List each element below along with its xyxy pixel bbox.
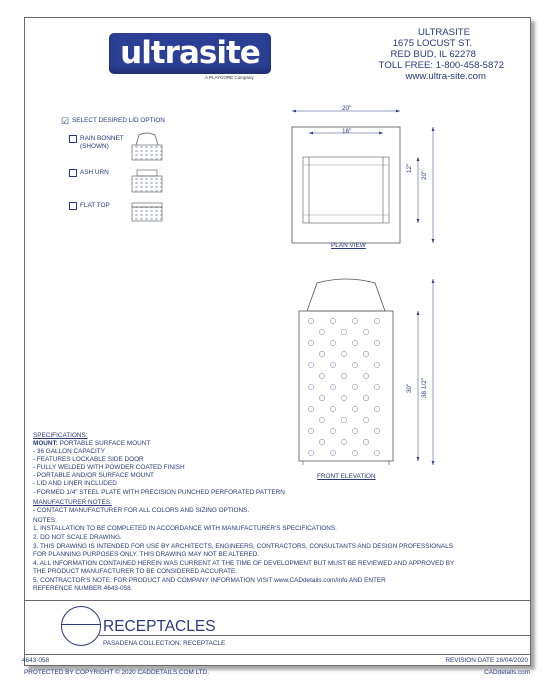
perforation-hole (363, 351, 368, 356)
front-elevation-drawing (287, 273, 447, 473)
spec-item: - PORTABLE AND/OR SURFACE MOUNT (33, 472, 154, 479)
mfr-item: - CONTACT MANUFACTURER FOR ALL COLORS AND SIZING OPTIONS. (33, 507, 250, 514)
front-dim-body: 30" (406, 383, 413, 393)
ultrasite-logo (109, 33, 271, 74)
perforation-hole (308, 406, 313, 411)
flat-top-label: FLAT TOP (80, 202, 110, 209)
rain-bonnet-note: (SHOWN) (80, 143, 109, 150)
perforation-hole (341, 395, 346, 400)
perforation-hole (374, 318, 379, 323)
perforation-hole (374, 362, 379, 367)
checked-checkbox-icon[interactable]: ☑ (61, 116, 70, 126)
perforation-hole (352, 340, 357, 345)
plan-view-label: PLAN VIEW (331, 242, 366, 249)
lid-thumbnails (129, 125, 165, 223)
reference-number: 4643-058 (22, 657, 50, 664)
note-line: 1. INSTALLATION TO BE COMPLETED IN ACCORDANCE WITH MANUFACTURER'S SPECIFICATIONS. (33, 525, 337, 532)
perforation-hole (330, 428, 335, 433)
perforation-hole (319, 351, 324, 356)
company-name: ULTRASITE (417, 27, 470, 38)
plan-dim-depth: 20" (421, 170, 428, 180)
perforation-hole (330, 450, 335, 455)
perforation-hole (374, 450, 379, 455)
plan-dim-depth-inner: 12" (406, 163, 413, 173)
note-line: THE PRODUCT MANUFACTURER TO BE CONSIDERED ACCURATE. (33, 568, 238, 575)
perforation-hole (363, 329, 368, 334)
flat-top-checkbox[interactable] (69, 202, 77, 210)
mount-value: PORTABLE SURFACE MOUNT (57, 440, 151, 447)
perforation-hole (319, 373, 324, 378)
perforation-hole (363, 395, 368, 400)
perforation-hole (341, 351, 346, 356)
ash-urn-checkbox[interactable] (69, 169, 77, 177)
note-line: 4. ALL INFORMATION CONTAINED HEREIN WAS CURRENT AT THE TIME OF DEVELOPMENT BUT MUST BE REVIEWED AND APPROVED BY (33, 560, 455, 567)
perforation-hole (308, 384, 313, 389)
caddetails-link[interactable]: CADdetails.com (484, 669, 530, 676)
logo-wordmark: ultrasite (120, 35, 260, 71)
perforation-hole (319, 417, 324, 422)
company-website[interactable]: www.ultra-site.com (405, 71, 486, 82)
drawing-subtitle: PASADENA COLLECTION: RECEPTACLE (103, 640, 226, 647)
perforation-hole (319, 439, 324, 444)
perforation-hole (352, 362, 357, 367)
plan-dim-overall: 20" (342, 105, 352, 112)
perforation-hole (308, 450, 313, 455)
specs-mount (33, 440, 150, 448)
spec-item: - FULLY WELDED WITH POWDER COATED FINISH (33, 464, 185, 471)
ash-urn-thumbnail (132, 170, 162, 192)
detail-circle (61, 606, 101, 646)
flat-top-thumbnail (132, 203, 162, 221)
perforation-hole (330, 384, 335, 389)
perforation-hole (308, 340, 313, 345)
front-dim-total: 38 1/2" (421, 377, 428, 398)
perforation-hole (374, 340, 379, 345)
perforation-hole (352, 428, 357, 433)
plan-view-drawing (287, 105, 447, 263)
perforation-hole (341, 439, 346, 444)
perforation-hole (363, 373, 368, 378)
perforation-hole (330, 362, 335, 367)
detail-circle-divider (61, 624, 101, 625)
perforation-hole (352, 384, 357, 389)
perforation-hole (341, 373, 346, 378)
company-block (344, 28, 504, 98)
perforation-hole (330, 318, 335, 323)
mfr-heading: MANUFACTURER NOTES: (33, 499, 112, 506)
front-elevation-label: FRONT ELEVATION (317, 473, 376, 480)
note-line: 3. THIS DRAWING IS INTENDED FOR USE BY ARCHITECTS, ENGINEERS, CONTRACTORS, CONSULTANTS AND DESIGN PROFESSIONALS (33, 543, 453, 550)
perforation-hole (352, 318, 357, 323)
perforation-hole (374, 406, 379, 411)
drawing-sheet (24, 17, 531, 666)
note-line: REFERENCE NUMBER 4643-058. (33, 585, 133, 592)
rain-bonnet-label: RAIN BONNET (80, 135, 124, 142)
ash-urn-label: ASH URN (80, 169, 109, 176)
title-underline (99, 635, 530, 636)
specs-heading: SPECIFICATIONS: (33, 432, 88, 439)
perforation-hole (352, 450, 357, 455)
company-address-2: RED BUD, IL 62278 (390, 49, 476, 60)
drawing-title: RECEPTACLES (103, 618, 216, 635)
perforation-hole (352, 406, 357, 411)
perforation-hole (319, 329, 324, 334)
title-block-divider (25, 600, 530, 601)
spec-item: - 36 GALLON CAPACITY (33, 448, 105, 455)
rain-bonnet-checkbox[interactable] (69, 135, 77, 143)
perforation-hole (330, 406, 335, 411)
title-bottom-divider (25, 654, 530, 655)
rain-bonnet-thumbnail (132, 133, 162, 160)
lid-heading: SELECT DESIRED LID OPTION (72, 117, 165, 124)
spec-item: - FORMED 1/4" STEEL PLATE WITH PRECISION PUNCHED PERFORATED PATTERN (33, 489, 285, 496)
note-line: 2. DO NOT SCALE DRAWING. (33, 534, 122, 541)
spec-item: - LID AND LINER INCLUDED (33, 480, 117, 487)
mount-label: MOUNT: (33, 440, 58, 447)
perforation-hole (308, 318, 313, 323)
copyright-notice: PROTECTED BY COPYRIGHT © 2020 CADDETAILS.COM LTD. (24, 669, 209, 676)
logo-tagline: A PLAYCORE Company (205, 75, 254, 80)
plan-dim-inner: 16" (342, 128, 352, 135)
notes-heading: NOTES: (33, 517, 57, 524)
perforation-hole (308, 428, 313, 433)
note-line: 5. CONTRACTOR'S NOTE: FOR PRODUCT AND COMPANY INFORMATION VISIT www.CADdetails.com/info AND ENTER (33, 577, 386, 584)
company-address-1: 1675 LOCUST ST. (392, 38, 472, 49)
perforation-hole (341, 329, 346, 334)
perforation-hole (319, 395, 324, 400)
perforation-hole (363, 417, 368, 422)
perforation-hole (341, 417, 346, 422)
spec-item: - FEATURES LOCKABLE SIDE DOOR (33, 456, 144, 463)
company-phone: TOLL FREE: 1-800-458-5872 (378, 60, 504, 71)
perforation-hole (330, 340, 335, 345)
perforation-hole (363, 439, 368, 444)
perforation-hole (308, 362, 313, 367)
note-line: FOR PLANNING PURPOSES ONLY. THIS DRAWING MAY NOT BE ALTERED. (33, 551, 260, 558)
perforation-hole (374, 384, 379, 389)
revision-date: REVISION DATE 16/04/2020 (445, 657, 528, 664)
perforation-hole (374, 428, 379, 433)
